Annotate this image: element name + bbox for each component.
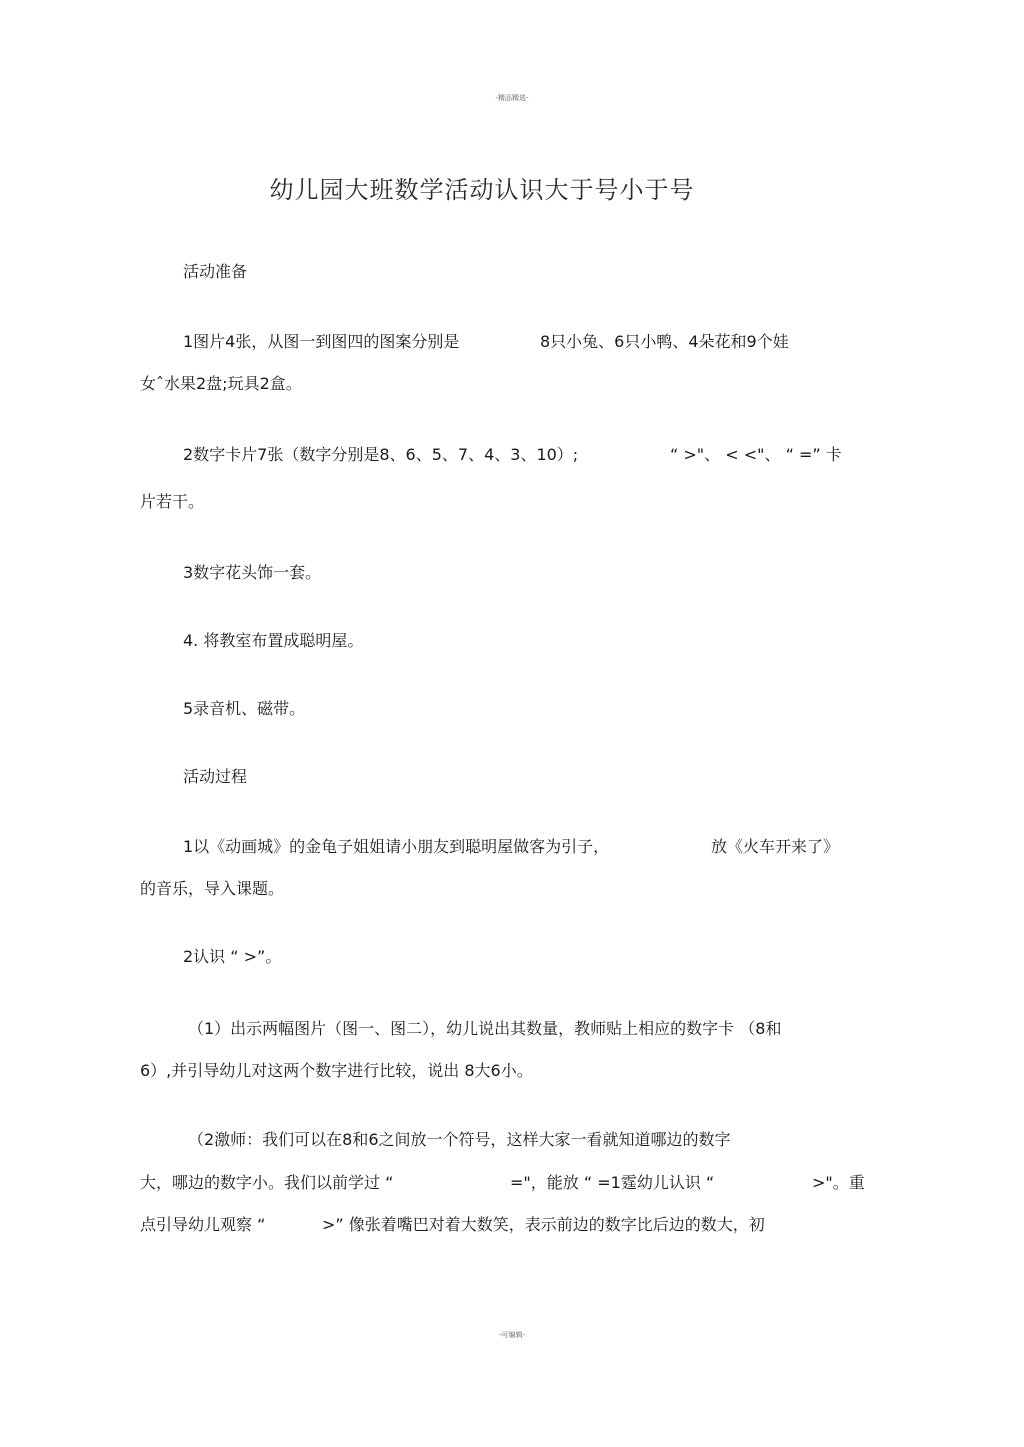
prep-item-1-line-1a: 1图片4张，从图一到图四的图案分别是 bbox=[183, 332, 460, 351]
section-heading-process: 活动过程 bbox=[183, 767, 248, 786]
proc-item-2-1-line-2: 6）,并引导幼儿对这两个数字进行比较，说出 8大6小。 bbox=[140, 1061, 533, 1080]
proc-item-1-line-1a: 1以《动画城》的金龟子姐姐请小朋友到聪明屋做客为引子， bbox=[183, 837, 610, 856]
prep-item-5: 5录音机、磁带。 bbox=[183, 699, 306, 718]
prep-item-2-line-2: 片若干。 bbox=[140, 492, 205, 511]
proc-item-2-2-line-2c: >"。重 bbox=[812, 1173, 865, 1192]
proc-item-2-2-line-3b: >” 像张着嘴巴对着大数笑，表示前边的数字比后边的数大，初 bbox=[322, 1215, 765, 1234]
proc-item-1-line-2: 的音乐，导入课题。 bbox=[140, 879, 285, 898]
header-watermark: -精品精选- bbox=[495, 94, 529, 102]
footer-watermark: -可编辑- bbox=[498, 1331, 526, 1339]
proc-item-2-2-line-2a: 大，哪边的数字小。我们以前学过 “ bbox=[140, 1173, 394, 1192]
proc-item-1-line-1b: 放《火车开来了》 bbox=[711, 837, 840, 856]
prep-item-2-line-1a: 2数字卡片7张（数字分别是8、6、5、7、4、3、10）; bbox=[183, 445, 579, 464]
prep-item-1-line-1b: 8只小兔、6只小鸭、4朵花和9个娃 bbox=[540, 332, 789, 351]
prep-item-1-line-2: 女ˆ水果2盘;玩具2盒。 bbox=[140, 374, 302, 393]
document-title: 幼儿园大班数学活动认识大于号小于号 bbox=[269, 176, 695, 204]
proc-item-2-2-line-1: （2激师：我们可以在8和6之间放一个符号，这样大家一看就知道哪边的数字 bbox=[188, 1130, 731, 1149]
prep-item-2-line-1b: “ >"、 < <"、 “ =” 卡 bbox=[670, 445, 842, 464]
proc-item-2-2-line-3a: 点引导幼儿观察 “ bbox=[140, 1215, 266, 1234]
prep-item-3: 3数字花头饰一套。 bbox=[183, 563, 322, 582]
proc-item-2-2-line-2b: ="，能放 “ =1霆幼儿认识 “ bbox=[510, 1173, 715, 1192]
proc-item-2: 2认识 “ >”。 bbox=[183, 947, 282, 966]
proc-item-2-1-line-1: （1）出示两幅图片（图一、图二），幼儿说出其数量，教师贴上相应的数字卡 （8和 bbox=[188, 1019, 782, 1038]
section-heading-preparation: 活动准备 bbox=[183, 262, 248, 281]
prep-item-4: 4. 将教室布置成聪明屋。 bbox=[183, 631, 364, 650]
